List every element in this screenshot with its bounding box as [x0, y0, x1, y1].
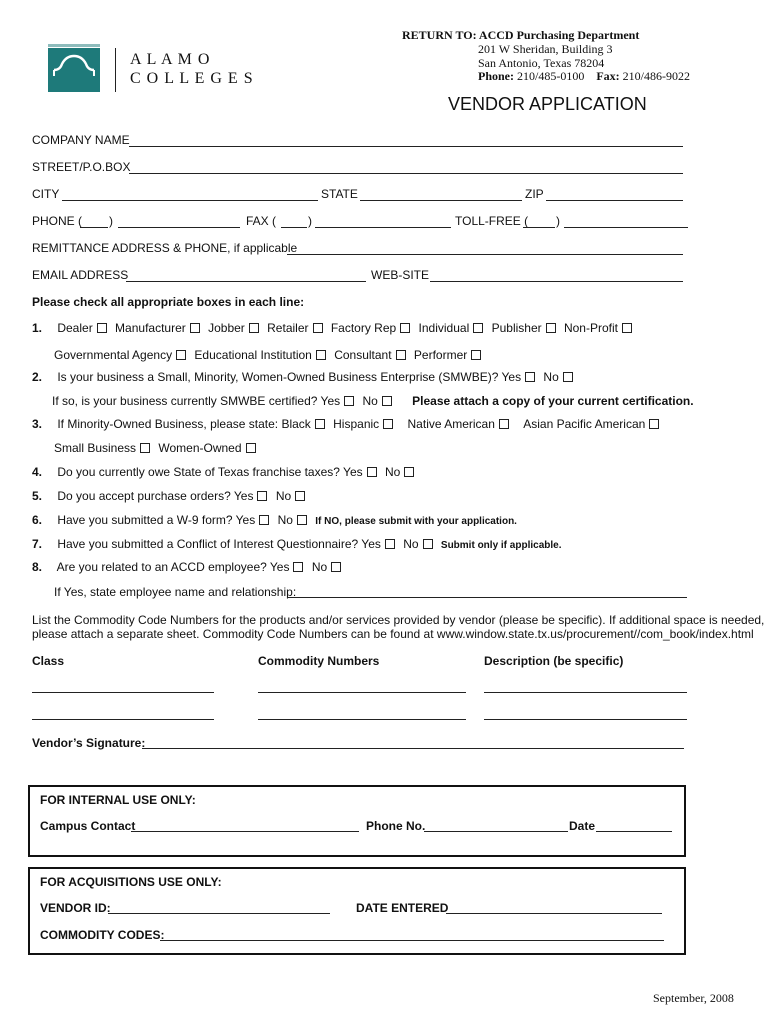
q7-no-checkbox[interactable] — [423, 539, 433, 549]
q2-yes-checkbox[interactable] — [525, 372, 535, 382]
tollfree-number-field[interactable] — [564, 227, 688, 228]
q8-no-checkbox[interactable] — [331, 562, 341, 572]
q2-sub-text: If so, is your business currently SMWBE certified? Yes — [52, 394, 341, 408]
q1-option-label: Dealer — [57, 321, 93, 335]
vendor-id-field[interactable] — [108, 913, 330, 914]
q1-option-label: Performer — [413, 348, 468, 362]
company-name-label: COMPANY NAME — [32, 133, 130, 147]
class-column-header: Class — [32, 654, 65, 668]
q8-yes-checkbox[interactable] — [293, 562, 303, 572]
commodity-codes-field[interactable] — [160, 940, 664, 941]
q1-option-label: Publisher — [491, 321, 542, 335]
q2-sub-row — [52, 394, 694, 408]
fax-number: 210/486-9022 — [622, 69, 691, 83]
q3-row-1 — [32, 417, 664, 431]
phone-close-paren: ) — [109, 214, 113, 228]
company-name-field[interactable] — [129, 146, 683, 147]
campus-contact-field[interactable] — [131, 831, 359, 832]
q1-governmental-agency-checkbox[interactable] — [176, 350, 186, 360]
fax-number-field[interactable] — [315, 227, 451, 228]
q6-no-label: No — [277, 513, 293, 527]
q4-yes-checkbox[interactable] — [367, 467, 377, 477]
q3-row-2 — [54, 441, 261, 455]
signature-label: Vendor’s Signature: — [32, 736, 146, 750]
class-field-2[interactable] — [32, 719, 214, 720]
q7-row — [32, 537, 561, 551]
q2-no-label: No — [543, 370, 559, 384]
fax-close-paren: ) — [308, 214, 312, 228]
commodity-instructions-2: please attach a separate sheet. Commodity Code Numbers can be found at www.window.state.tx.us/procurement//com_book/index.html — [32, 627, 754, 641]
logo-divider — [115, 48, 116, 92]
q7-note: Submit only if applicable. — [440, 540, 562, 551]
street-label: STREET/P.O.BOX — [32, 160, 131, 174]
state-field[interactable] — [360, 200, 522, 201]
q3-option-label: Hispanic — [333, 417, 380, 431]
q1-row-1 — [32, 321, 637, 335]
zip-field[interactable] — [546, 200, 683, 201]
q1-retailer-checkbox[interactable] — [313, 323, 323, 333]
commodity-numbers-field-2[interactable] — [258, 719, 466, 720]
q3-number: 3. — [32, 417, 43, 431]
q1-option-label: Retailer — [267, 321, 309, 335]
q3-small-business-checkbox[interactable] — [140, 443, 150, 453]
q2-sub-no-label: No — [362, 394, 378, 408]
email-field[interactable] — [126, 281, 366, 282]
q6-note: If NO, please submit with your application. — [315, 516, 517, 527]
q1-jobber-checkbox[interactable] — [249, 323, 259, 333]
fax-label: Fax: — [596, 69, 620, 83]
description-column-header: Description (be specific) — [484, 654, 624, 668]
q8-number: 8. — [32, 560, 43, 574]
date-entered-label: DATE ENTERED — [356, 901, 449, 915]
q6-row — [32, 513, 517, 527]
q2-text: Is your business a Small, Minority, Women-Owned Business Enterprise (SMWBE)? Yes — [57, 370, 522, 384]
q1-manufacturer-checkbox[interactable] — [190, 323, 200, 333]
q1-option-label: Governmental Agency — [54, 348, 173, 362]
q4-row — [32, 465, 419, 479]
q1-dealer-checkbox[interactable] — [97, 323, 107, 333]
fax-field-label: FAX ( — [246, 214, 277, 228]
q6-no-checkbox[interactable] — [297, 515, 307, 525]
remittance-label: REMITTANCE ADDRESS & PHONE, if applicable — [32, 241, 298, 255]
q5-no-checkbox[interactable] — [295, 491, 305, 501]
q1-option-label: Manufacturer — [115, 321, 186, 335]
q7-number: 7. — [32, 537, 43, 551]
email-label: EMAIL ADDRESS — [32, 268, 129, 282]
q2-row — [32, 370, 578, 384]
q7-text: Have you submitted a Conflict of Interest Questionnaire? Yes — [57, 537, 381, 551]
q1-publisher-checkbox[interactable] — [546, 323, 556, 333]
q5-yes-checkbox[interactable] — [257, 491, 267, 501]
page-title: VENDOR APPLICATION — [448, 94, 647, 114]
q6-text: Have you submitted a W-9 form? Yes — [57, 513, 256, 527]
vendor-id-label: VENDOR ID: — [40, 901, 111, 915]
fax-area-code-field[interactable] — [281, 227, 307, 228]
q2-certified-yes-checkbox[interactable] — [344, 396, 354, 406]
q2-certified-no-checkbox[interactable] — [382, 396, 392, 406]
q3-native-american-checkbox[interactable] — [499, 419, 509, 429]
footer-date: September, 2008 — [653, 991, 734, 1005]
commodity-instructions-1: List the Commodity Code Numbers for the products and/or services provided by vendor (please be specific). If additional space is needed, — [32, 613, 765, 627]
commodity-numbers-field-1[interactable] — [258, 692, 466, 693]
q1-educational-institution-checkbox[interactable] — [316, 350, 326, 360]
q5-number: 5. — [32, 489, 43, 503]
q1-number: 1. — [32, 321, 43, 335]
address-line-2: San Antonio, Texas 78204 — [478, 56, 605, 70]
zip-label: ZIP — [525, 187, 544, 201]
q1-option-label: Educational Institution — [194, 348, 312, 362]
phone-label: Phone: — [478, 69, 514, 83]
q1-consultant-checkbox[interactable] — [396, 350, 406, 360]
q5-row — [32, 489, 310, 503]
q2-certification-note: Please attach a copy of your current certification. — [412, 394, 694, 408]
q3-text: If Minority-Owned Business, please state: — [57, 417, 279, 431]
q7-no-label: No — [403, 537, 419, 551]
q1-option-label: Consultant — [334, 348, 392, 362]
q6-yes-checkbox[interactable] — [259, 515, 269, 525]
q4-number: 4. — [32, 465, 43, 479]
website-label: WEB-SITE — [371, 268, 430, 282]
internal-phone-label: Phone No. — [366, 819, 426, 833]
q3-option-label: Black — [281, 417, 311, 431]
q3-option-label: Asian Pacific American — [523, 417, 646, 431]
tollfree-area-code-field[interactable] — [523, 227, 555, 228]
q5-text: Do you accept purchase orders? Yes — [57, 489, 254, 503]
logo-alamo: A L A M O — [130, 51, 211, 68]
remittance-field[interactable] — [287, 254, 683, 255]
date-entered-field[interactable] — [446, 913, 662, 914]
q6-number: 6. — [32, 513, 43, 527]
q3-option-label: Native American — [407, 417, 495, 431]
campus-contact-label: Campus Contact — [40, 819, 136, 833]
q4-no-label: No — [384, 465, 401, 479]
state-label: STATE — [321, 187, 358, 201]
city-label: CITY — [32, 187, 60, 201]
q1-performer-checkbox[interactable] — [471, 350, 481, 360]
q3-women-owned-checkbox[interactable] — [246, 443, 256, 453]
commodity-numbers-column-header: Commodity Numbers — [258, 654, 380, 668]
q8-relationship-field[interactable] — [287, 597, 687, 598]
alamo-colleges-logo — [48, 44, 288, 94]
phone-number: 210/485-0100 — [517, 69, 585, 83]
phone-area-code-field[interactable] — [80, 227, 108, 228]
logo-arch-icon — [48, 44, 100, 92]
website-field[interactable] — [430, 281, 683, 282]
contact-line — [478, 69, 690, 84]
street-field[interactable] — [129, 173, 683, 174]
city-field[interactable] — [62, 200, 318, 201]
q3-option-label: Women-Owned — [158, 441, 242, 455]
phone-number-field[interactable] — [118, 227, 240, 228]
class-field-1[interactable] — [32, 692, 214, 693]
q2-no-checkbox[interactable] — [563, 372, 573, 382]
description-field-2[interactable] — [484, 719, 687, 720]
q8-sub-text: If Yes, state employee name and relationship: — [54, 585, 297, 599]
acquisitions-title: FOR ACQUISITIONS USE ONLY: — [40, 875, 222, 889]
return-to-line: RETURN TO: ACCD Purchasing Department — [402, 28, 640, 42]
q3-option-label: Small Business — [54, 441, 137, 455]
q8-no-label: No — [311, 560, 328, 574]
q1-non-profit-checkbox[interactable] — [622, 323, 632, 333]
phone-field-label: PHONE ( — [32, 214, 83, 228]
tollfree-field-label: TOLL-FREE ( — [455, 214, 529, 228]
q1-row-2 — [54, 348, 486, 362]
q8-text: Are you related to an ACCD employee? Yes — [56, 560, 290, 574]
q4-text: Do you currently owe State of Texas franchise taxes? Yes — [57, 465, 363, 479]
internal-use-title: FOR INTERNAL USE ONLY: — [40, 793, 196, 807]
q7-yes-checkbox[interactable] — [385, 539, 395, 549]
q8-row — [32, 560, 346, 574]
commodity-codes-label: COMMODITY CODES: — [40, 928, 165, 942]
q1-factory-rep-checkbox[interactable] — [400, 323, 410, 333]
q5-no-label: No — [275, 489, 292, 503]
q3-asian-pacific-american-checkbox[interactable] — [649, 419, 659, 429]
q1-option-label: Individual — [418, 321, 470, 335]
instructions: Please check all appropriate boxes in each line: — [32, 295, 305, 309]
q1-option-label: Jobber — [208, 321, 245, 335]
q1-individual-checkbox[interactable] — [473, 323, 483, 333]
q3-hispanic-checkbox[interactable] — [383, 419, 393, 429]
internal-phone-field[interactable] — [424, 831, 568, 832]
address-line-1: 201 W Sheridan, Building 3 — [478, 42, 613, 56]
q4-no-checkbox[interactable] — [404, 467, 414, 477]
description-field-1[interactable] — [484, 692, 687, 693]
internal-date-field[interactable] — [596, 831, 672, 832]
q3-black-checkbox[interactable] — [315, 419, 325, 429]
q1-option-label: Non-Profit — [563, 321, 618, 335]
tollfree-close-paren: ) — [556, 214, 560, 228]
q2-number: 2. — [32, 370, 43, 384]
q1-option-label: Factory Rep — [330, 321, 397, 335]
signature-field[interactable] — [142, 748, 684, 749]
internal-date-label: Date — [569, 819, 596, 833]
logo-colleges: C O L L E G E S — [130, 70, 254, 87]
